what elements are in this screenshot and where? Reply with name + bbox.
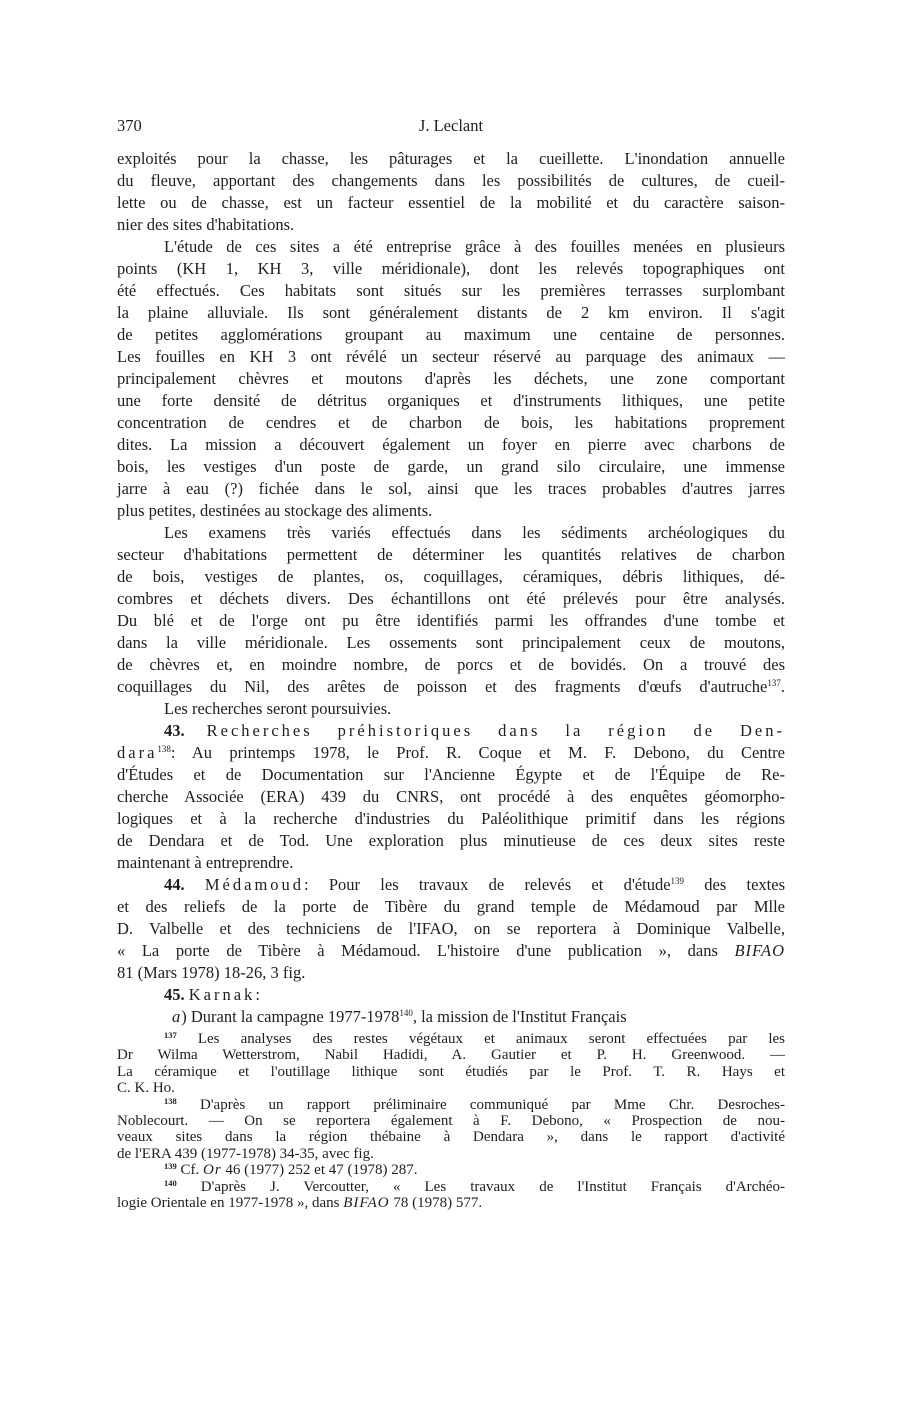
- text-line: Les recherches seront poursuivies.: [164, 699, 392, 718]
- footnote-number: 140: [164, 1177, 177, 1188]
- footnote-line: C. K. Ho.: [117, 1080, 175, 1097]
- text-line: nier des sites d'habitations.: [117, 215, 295, 234]
- text-line: 81 (Mars 1978) 18-26, 3 fig.: [117, 963, 306, 982]
- footnote-line: veaux sites dans la région thébaine à Dendara », dans le rapport d'activité: [117, 1129, 785, 1146]
- page-number: 370: [117, 116, 142, 135]
- footnote-line: Dr Wilma Wetterstrom, Nabil Hadidi, A. Gautier et P. H. Greenwood. —: [117, 1047, 785, 1064]
- running-head: J. Leclant: [418, 116, 484, 135]
- text-line: la plaine alluviale. Ils sont généralement distants de 2 km environ. Il s'agit: [117, 303, 785, 322]
- text-line: principalement chèvres et moutons d'après les déchets, une zone comportant: [117, 369, 785, 388]
- section-number: 43.: [164, 721, 185, 740]
- section-heading-44: 44. Médamoud: Pour les travaux de relevés et d'étude$^{139}$ des textes: [164, 875, 786, 894]
- footnote-line: logie Orientale en 1977-1978 », dans BIFAO 78 (1978) 577.: [117, 1194, 483, 1211]
- section-number: 45.: [164, 985, 185, 1004]
- footnote-line: Noblecourt. — On se reportera également à F. Debono, « Prospection de nou-: [117, 1112, 785, 1129]
- text-line: été effectués. Ces habitats sont situés sur les premières terrasses surplombant: [117, 281, 785, 300]
- journal-title: BIFAO: [734, 941, 785, 960]
- footnote-number: 137: [164, 1030, 177, 1040]
- body-text: [117, 148, 785, 1028]
- footnote-138: $^{138}$ D'après un rapport préliminaire communiqué par Mme Chr. Desroches-: [164, 1095, 785, 1113]
- footnote-139: $^{139}$ Cf. Or 46 (1977) 252 et 47 (1978) 287.: [164, 1161, 418, 1179]
- text-line: combres et déchets divers. Des échantillons ont été prélevés pour être analysés.: [117, 589, 785, 608]
- text-line: Du blé et de l'orge ont pu être identifiés parmi les offrandes d'une tombe et: [117, 611, 785, 630]
- text-line: points (KH 1, KH 3, ville méridionale), dont les relevés topographiques ont: [117, 259, 785, 278]
- section-number: 44.: [164, 875, 185, 894]
- text-line: de bois, vestiges de plantes, os, coquillages, céramiques, débris lithiques, dé-: [117, 567, 785, 586]
- footnote-ref: 140: [399, 1008, 413, 1018]
- section-heading-43: [117, 720, 785, 742]
- text-line: logiques et à la recherche d'industries du Paléolithique primitif dans les régions: [117, 809, 785, 828]
- page-header: [117, 116, 785, 138]
- text-line: L'étude de ces sites a été entreprise grâce à des fouilles menées en plusieurs: [164, 237, 785, 256]
- text-line: concentration de cendres et de charbon de bois, les habitations proprement: [117, 413, 785, 432]
- section-heading-45: 45. Karnak:: [164, 985, 260, 1004]
- text-line: de Dendara et de Tod. Une exploration plus minutieuse de ces deux sites reste: [117, 831, 785, 850]
- text-line: une forte densité de détritus organiques et d'instruments lithiques, une petite: [117, 391, 785, 410]
- text-line: de chèvres et, en moindre nombre, de porcs et de bovidés. On a trouvé des: [117, 655, 785, 674]
- text-line: secteur d'habitations permettent de déterminer les quantités relatives de charbon: [117, 545, 785, 564]
- footnote-ref: 138: [157, 744, 171, 754]
- text-line: maintenant à entreprendre.: [117, 853, 294, 872]
- text-line: jarre à eau (?) fichée dans le sol, ainsi que les traces probables d'autres jarres: [117, 479, 785, 498]
- text-line: de petites agglomérations groupant au maximum une centaine de personnes.: [117, 325, 785, 344]
- text-line: d'Études et de Documentation sur l'Ancienne Égypte et de l'Équipe de Re-: [117, 765, 785, 784]
- text-line: Les fouilles en KH 3 ont révélé un secteur réservé au parquage des animaux —: [117, 347, 785, 366]
- text-line: et des reliefs de la porte de Tibère du grand temple de Médamoud par Mlle: [117, 897, 785, 916]
- footnote-number: 139: [164, 1161, 177, 1172]
- section-title: Recherches préhistoriques dans la région de Den-: [206, 721, 785, 740]
- section-title: Karnak: [188, 985, 256, 1004]
- text-line: D. Valbelle et des techniciens de l'IFAO, on se reportera à Dominique Valbelle,: [117, 919, 785, 938]
- text-line: dans la ville méridionale. Les ossements sont principalement ceux de moutons,: [117, 633, 785, 652]
- footnote-ref: 139: [670, 876, 685, 886]
- section-title: Médamoud: [204, 875, 305, 894]
- text-line: « La porte de Tibère à Médamoud. L'histoire d'une publication », dans BIFAO: [117, 941, 785, 960]
- text-line: dara$^{138}$: Au printemps 1978, le Prof. R. Coque et M. F. Debono, du Centre: [117, 743, 785, 762]
- text-line: cherche Associée (ERA) 439 du CNRS, ont procédé à des enquêtes géomorpho-: [117, 787, 785, 806]
- text-line: du fleuve, apportant des changements dans les possibilités de cultures, de cueil-: [117, 171, 785, 190]
- text-line: bois, les vestiges d'un poste de garde, un grand silo circulaire, une immense: [117, 457, 785, 476]
- journal-title: BIFAO: [343, 1194, 390, 1211]
- text-line: exploités pour la chasse, les pâturages et la cueillette. L'inondation annuelle: [117, 149, 785, 168]
- footnote-137: $^{137}$ Les analyses des restes végétaux et animaux seront effectuées par les: [164, 1030, 785, 1047]
- footnote-line: de l'ERA 439 (1977-1978) 34-35, avec fig.: [117, 1145, 374, 1162]
- text-line: dites. La mission a découvert également un foyer en pierre avec charbons de: [117, 435, 785, 454]
- text-line: a) Durant la campagne 1977-1978$^{140}$, la mission de l'Institut Français: [172, 1007, 627, 1026]
- footnote-number: 138: [164, 1095, 177, 1106]
- text-line: coquillages du Nil, des arêtes de poisson et des fragments d'œufs d'autruche$^{137}$.: [117, 677, 785, 696]
- text-line: lette ou de chasse, est un facteur essentiel de la mobilité et du caractère saison-: [117, 193, 785, 212]
- text-line: plus petites, destinées au stockage des aliments.: [117, 501, 433, 520]
- footnotes: [117, 1031, 785, 1211]
- footnote-140: $^{140}$ D'après J. Vercoutter, « Les travaux de l'Institut Français d'Archéo-: [164, 1177, 785, 1195]
- footnote-ref: 137: [767, 678, 781, 688]
- text-line: Les examens très variés effectués dans les sédiments archéologiques du: [164, 523, 785, 542]
- footnote-line: La céramique et l'outillage lithique sont étudiés par le Prof. T. R. Hays et: [117, 1063, 785, 1080]
